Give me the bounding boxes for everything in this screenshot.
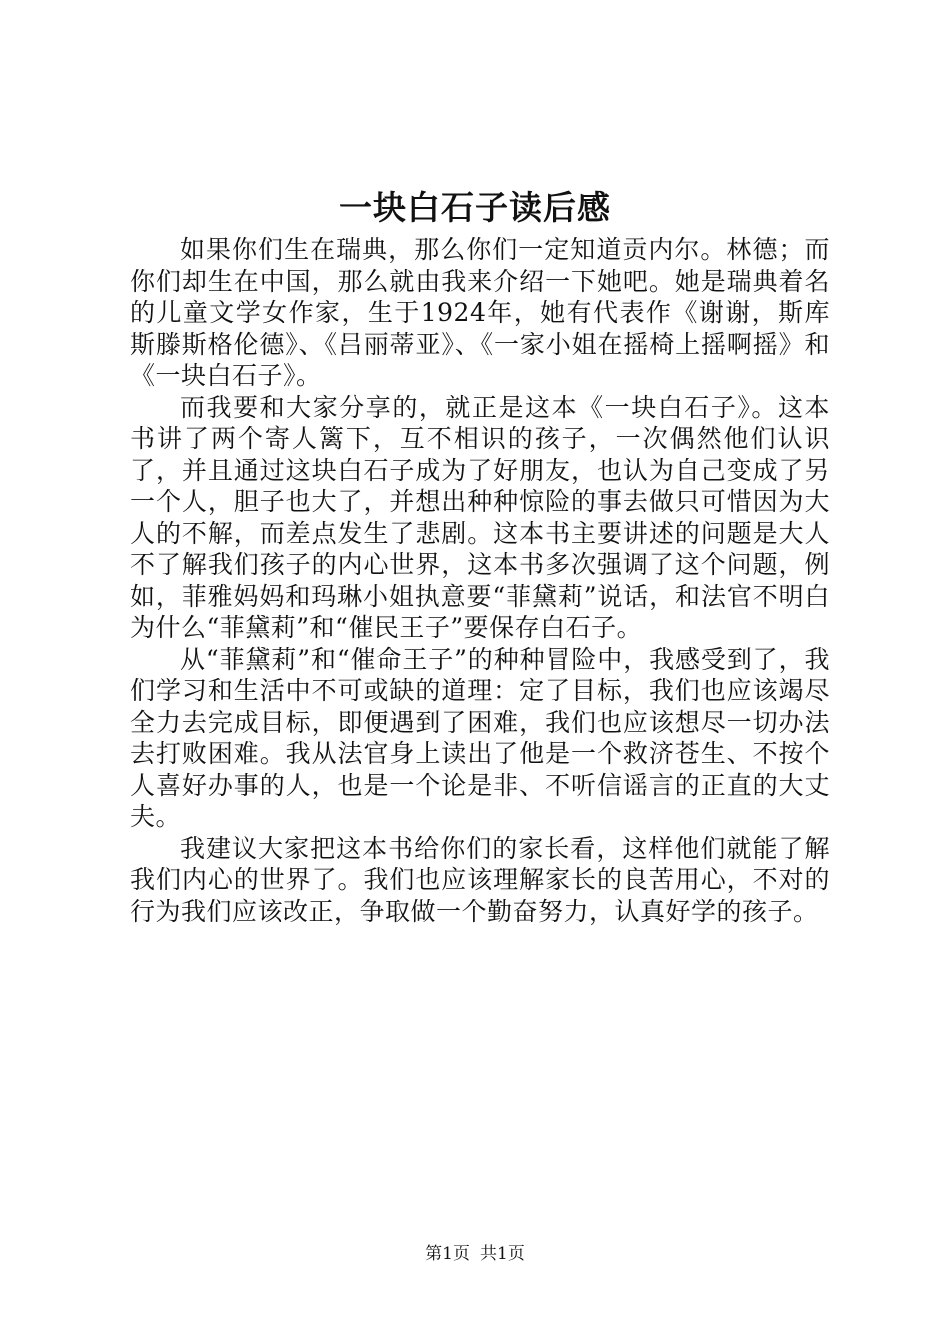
paragraph-1: 如果你们生在瑞典，那么你们一定知道贡内尔。林德；而你们却生在中国，那么就由我来介绍一下她吧。她是瑞典着名的儿童文学女作家，生于1924年，她有代表作《谢谢，斯库斯滕斯格伦德》、《吕丽蒂亚》、《一家小姐在摇椅上摇啊摇》和《一块白石子》。 [130,235,830,390]
document-body [130,234,830,927]
document-title: 一块白石子读后感 [339,188,611,227]
paragraph-3: 从“菲黛莉”和“催命王子”的种种冒险中，我感受到了，我们学习和生活中不可或缺的道理：定了目标，我们也应该竭尽全力去完成目标，即便遇到了困难，我们也应该想尽一切办法去打败困难。我从法官身上读出了他是一个救济苍生、不按个人喜好办事的人，也是一个论是非、不听信谣言的正直的大丈夫。 [130,644,830,831]
paragraph-4: 我建议大家把这本书给你们的家长看，这样他们就能了解我们内心的世界了。我们也应该理解家长的良苦用心，不对的行为我们应该改正，争取做一个勤奋努力，认真好学的孩子。 [130,833,830,926]
page-total: 共1页 [480,1244,525,1264]
page-footer [0,1242,950,1266]
page-number: 第1页 [425,1244,470,1264]
paragraph-2: 而我要和大家分享的，就正是这本《一块白石子》。这本书讲了两个寄人篱下，互不相识的孩子，一次偶然他们认识了，并且通过这块白石子成为了好朋友，也认为自己变成了另一个人，胆子也大了，并想出种种惊险的事去做只可惜因为大人的不解，而差点发生了悲剧。这本书主要讲述的问题是大人不了解我们孩子的内心世界，这本书多次强调了这个问题，例如，菲雅妈妈和玛琳小姐执意要“菲黛莉”说话，和法官不明白为什么“菲黛莉”和“催民王子”要保存白石子。 [130,392,830,642]
